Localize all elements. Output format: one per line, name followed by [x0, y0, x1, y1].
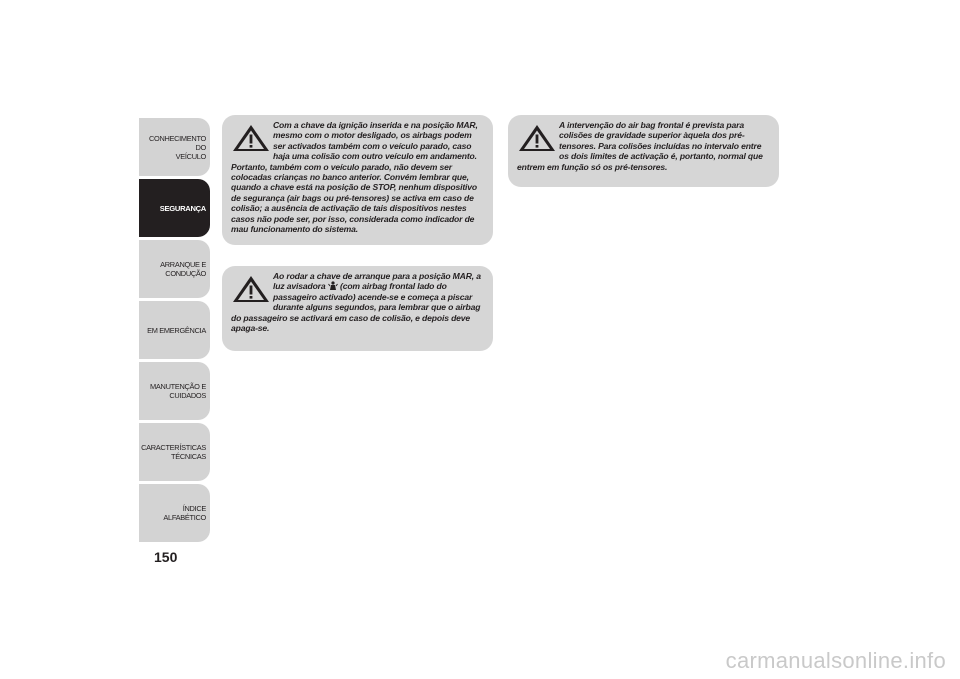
warning-box-airbag-light — [222, 266, 493, 351]
warning-triangle-icon — [517, 123, 557, 153]
warning-box-frontal-airbag — [508, 115, 779, 187]
tab-indice-alfabetico[interactable]: ÍNDICE ALFABÉTICO — [139, 484, 210, 542]
tab-em-emergencia[interactable]: EM EMERGÊNCIA — [139, 301, 210, 359]
warning-text-before-icon: Ao rodar a chave de arranque para a posição MAR, a luz avisadora — [273, 271, 481, 292]
warning-text: Com a chave da ignição inserida e na posição MAR, mesmo com o motor desligado, os airbags podem ser activados também com o veículo parado, caso haja uma colisão com outro veículo em andamento. Portanto, também com o veículo parado, não devem ser colocadas crianças no banco anterior. Convém lembrar que, quando a chave está na posição de STOP, nenhum dispositivo de segurança (air bags ou pré-tensores) se activa em caso de colisão; a ausência de activação de tais dispositivos nestes casos não pode ser, por isso, considerada como indicador de mau funcionamento do sistema. — [231, 120, 478, 235]
tab-caracteristicas-tecnicas[interactable]: CARACTERÍSTICAS TÉCNICAS — [139, 423, 210, 481]
page-number: 150 — [154, 549, 178, 565]
tab-conhecimento-do-veiculo[interactable]: CONHECIMENTO DO VEÍCULO — [139, 118, 210, 176]
warning-text: A intervenção do air bag frontal é prevista para colisões de gravidade superior àquela dos pré-tensores. Para colisões incluídas no intervalo entre os dois limites de activação é, portanto, normal que entrem em função só os pré-tensores. — [517, 120, 763, 172]
warning-text-after-icon: (com airbag frontal lado do passageiro activado) acende-se e começa a piscar durante alguns segundos, para lembrar que o airbag do passageiro se activará em caso de colisão, e depois deve apaga-se. — [231, 281, 481, 334]
warning-triangle-icon — [231, 274, 271, 304]
passenger-airbag-warning-icon — [328, 281, 338, 290]
warning-triangle-icon — [231, 123, 271, 153]
watermark-url: carmanualsonline.info — [725, 648, 946, 673]
tab-seguranca[interactable]: SEGURANÇA — [139, 179, 210, 237]
tab-manutencao-e-cuidados[interactable]: MANUTENÇÃO E CUIDADOS — [139, 362, 210, 420]
tab-arranque-e-conducao[interactable]: ARRANQUE E CONDUÇÃO — [139, 240, 210, 298]
warning-box-ignition — [222, 115, 493, 245]
